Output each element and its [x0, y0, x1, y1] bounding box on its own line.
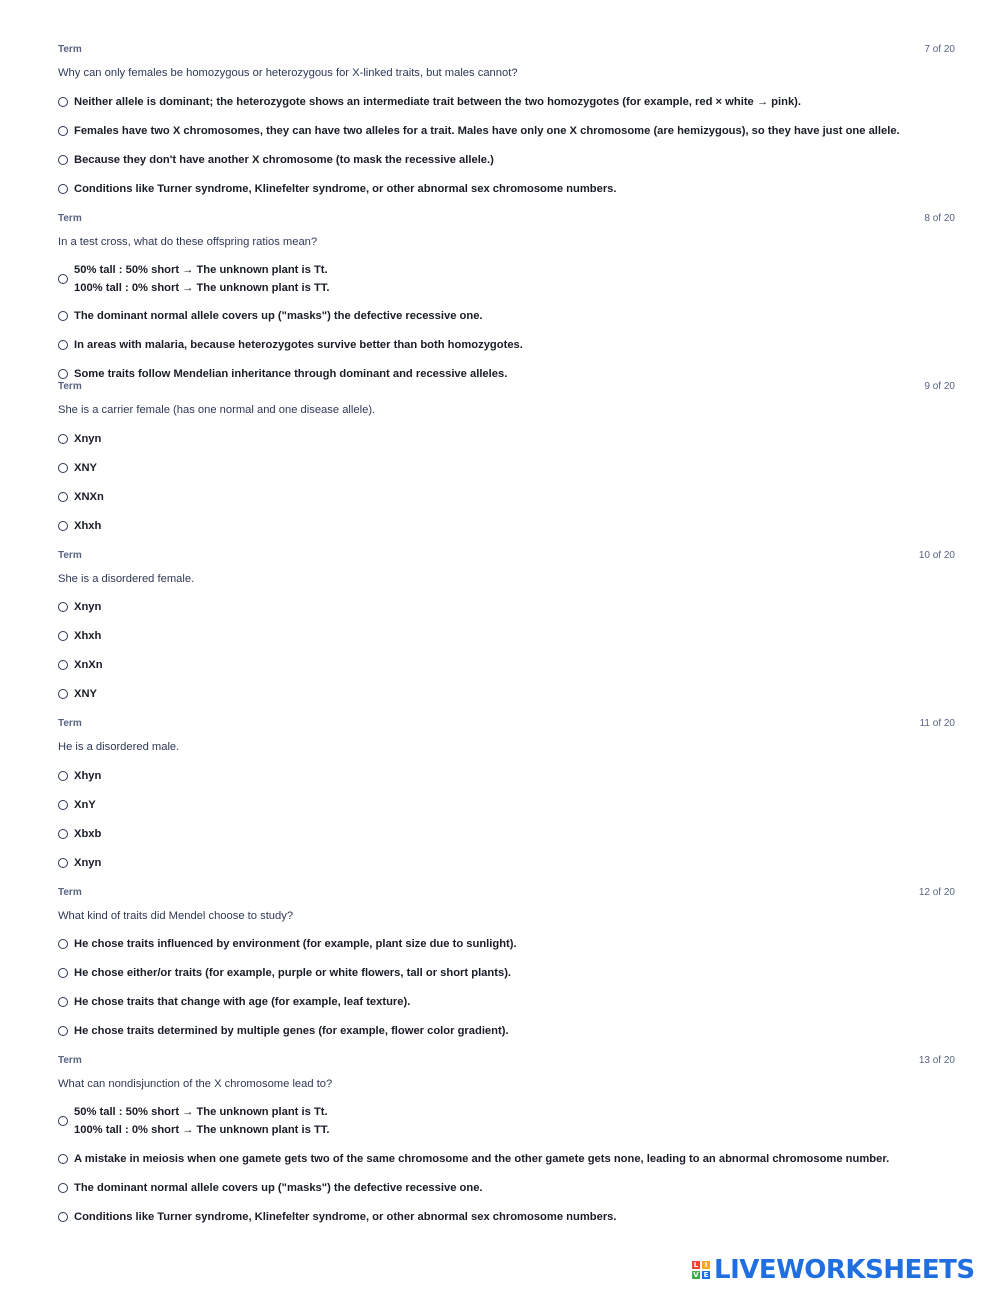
question-counter: 12 of 20: [918, 886, 955, 898]
radio-circle-icon[interactable]: [58, 1026, 68, 1036]
answer-option-line: Xbxb: [74, 827, 102, 840]
answer-option[interactable]: [58, 930, 955, 959]
answer-option-line: The dominant normal allele covers up ("masks") the defective recessive one.: [74, 1181, 483, 1194]
radio-circle-icon[interactable]: [58, 968, 68, 978]
term-label: Term: [58, 886, 82, 898]
answer-option-line: XNY: [74, 461, 98, 474]
radio-circle-icon[interactable]: [58, 997, 68, 1007]
answer-option-line: Xhxh: [74, 519, 102, 532]
answer-option[interactable]: [58, 256, 955, 302]
radio-circle-icon[interactable]: [58, 1154, 68, 1164]
question-counter: 10 of 20: [918, 549, 955, 561]
answer-options: [58, 593, 955, 709]
radio-circle-icon[interactable]: [58, 602, 68, 612]
answer-option-text: [74, 459, 97, 477]
answer-option[interactable]: [58, 331, 955, 360]
radio-circle-icon[interactable]: [58, 829, 68, 839]
radio-circle-icon[interactable]: [58, 97, 68, 107]
question-block: [58, 44, 955, 213]
radio-circle-icon[interactable]: [58, 274, 68, 284]
answer-options: [58, 256, 955, 389]
answer-option-line: Xhxh: [74, 630, 102, 642]
answer-option-text: [74, 1103, 329, 1139]
radio-circle-icon[interactable]: [58, 1212, 68, 1222]
answer-option-text: [74, 1208, 617, 1226]
question-counter: 13 of 20: [918, 1055, 955, 1066]
answer-option[interactable]: [58, 988, 955, 1017]
radio-circle-icon[interactable]: [58, 631, 68, 641]
question-prompt: What can nondisjunction of the X chromosome lead to?: [58, 1078, 333, 1090]
answer-option[interactable]: [58, 1098, 955, 1144]
question-block: [58, 1055, 955, 1224]
radio-circle-icon[interactable]: [58, 689, 68, 699]
answer-option[interactable]: [58, 424, 955, 453]
answer-options: [58, 930, 955, 1046]
logo-letter: L: [693, 1261, 699, 1269]
radio-circle-icon[interactable]: [58, 126, 68, 136]
answer-option-text: [74, 854, 101, 872]
answer-option-text: [74, 825, 101, 843]
answer-option-text: [74, 180, 617, 198]
answer-option-line: 100% tall : 0% short → The unknown plant is TT.: [74, 1124, 330, 1136]
question-prompt: She is a disordered female.: [58, 572, 195, 585]
answer-option-line: He chose either/or traits (for example, purple or white flowers, tall or short plants).: [74, 967, 512, 979]
radio-circle-icon[interactable]: [58, 660, 68, 670]
answer-option[interactable]: [58, 1144, 955, 1173]
answer-option[interactable]: [58, 819, 955, 848]
question-counter: 11 of 20: [919, 718, 955, 729]
answer-option-text: [74, 336, 523, 354]
answer-option-line: XnXn: [74, 659, 103, 671]
radio-circle-icon[interactable]: [58, 155, 68, 165]
answer-option[interactable]: [58, 482, 955, 511]
answer-option-text: [74, 964, 511, 982]
question-block: [58, 887, 955, 1056]
question-counter: 9 of 20: [924, 381, 955, 392]
answer-option[interactable]: [58, 593, 955, 622]
answer-option-text: [74, 685, 97, 703]
answer-option-text: [74, 307, 483, 325]
answer-option[interactable]: [58, 1202, 955, 1231]
question-block: [58, 213, 955, 382]
answer-option[interactable]: [58, 651, 955, 680]
question-prompt: He is a disordered male.: [58, 741, 180, 753]
answer-option-text: [74, 430, 101, 448]
answer-option-text: [74, 656, 103, 674]
answer-option-line: A mistake in meiosis when one gamete gets two of the same chromosome and the other gamete gets none, leading to an abnormal chromosome number.: [74, 1152, 890, 1165]
radio-circle-icon[interactable]: [58, 939, 68, 949]
answer-option[interactable]: [58, 622, 955, 651]
answer-option-text: [74, 1179, 483, 1197]
radio-circle-icon[interactable]: [58, 1116, 68, 1126]
answer-options: [58, 1098, 955, 1231]
answer-option-line: Conditions like Turner syndrome, Klinefelter syndrome, or other abnormal sex chromosome numbers.: [74, 1210, 617, 1223]
answer-option-line: Females have two X chromosomes, they can have two alleles for a trait. Males have only one X chromosome (are hemizygous), so they have just one allele.: [74, 124, 900, 137]
logo-letter: I: [702, 1261, 710, 1269]
question-block: [58, 381, 955, 550]
answer-option-line: He chose traits that change with age (for example, leaf texture).: [74, 996, 411, 1008]
answer-option-line: Xnyn: [74, 601, 102, 613]
answer-option-line: 100% tall : 0% short → The unknown plant is TT.: [74, 281, 330, 294]
term-label: Term: [58, 549, 82, 561]
question-prompt: What kind of traits did Mendel choose to study?: [58, 909, 294, 922]
radio-circle-icon[interactable]: [58, 521, 68, 531]
radio-circle-icon[interactable]: [58, 184, 68, 194]
radio-circle-icon[interactable]: [58, 369, 68, 379]
answer-option-line: Some traits follow Mendelian inheritance through dominant and recessive alleles.: [74, 368, 508, 380]
answer-option-text: [74, 935, 517, 953]
answer-option-text: [74, 767, 101, 785]
answer-option-text: [74, 993, 410, 1011]
answer-option-line: The dominant normal allele covers up ("masks") the defective recessive one.: [74, 310, 483, 322]
term-label: Term: [58, 1055, 82, 1066]
question-prompt: Why can only females be homozygous or heterozygous for X-linked traits, but males cannot?: [58, 67, 518, 79]
answer-options: [58, 761, 955, 877]
answer-options: [58, 87, 955, 203]
question-prompt: In a test cross, what do these offspring ratios mean?: [58, 235, 318, 248]
answer-option[interactable]: [58, 116, 955, 145]
question-counter: 7 of 20: [924, 44, 955, 55]
answer-option[interactable]: [58, 848, 955, 877]
logo-letter: V: [693, 1271, 699, 1279]
answer-option[interactable]: [58, 453, 955, 482]
radio-circle-icon[interactable]: [58, 858, 68, 868]
answer-option[interactable]: [58, 302, 955, 331]
term-label: Term: [58, 212, 82, 224]
answer-option-text: [74, 93, 801, 111]
term-label: Term: [58, 381, 82, 392]
liveworksheets-logo: [692, 1256, 990, 1284]
radio-circle-icon[interactable]: [58, 463, 68, 473]
answer-option-line: XnY: [74, 798, 96, 811]
answer-option[interactable]: [58, 145, 955, 174]
answer-option-line: XNXn: [74, 490, 104, 503]
radio-circle-icon[interactable]: [58, 800, 68, 810]
question-list: [58, 44, 955, 1224]
answer-option[interactable]: [58, 1017, 955, 1046]
answer-option[interactable]: [58, 87, 955, 116]
answer-option-text: [74, 598, 101, 616]
answer-option-line: Conditions like Turner syndrome, Klinefelter syndrome, or other abnormal sex chromosome numbers.: [74, 182, 617, 195]
answer-option-text: [74, 627, 101, 645]
radio-circle-icon[interactable]: [58, 1183, 68, 1193]
answer-option-text: [74, 151, 494, 169]
answer-option-text: [74, 796, 96, 814]
answer-option[interactable]: [58, 1173, 955, 1202]
answer-option-text: [74, 261, 329, 297]
logo-mark: [692, 1261, 710, 1279]
question-block: [58, 718, 955, 887]
radio-circle-icon[interactable]: [58, 771, 68, 781]
answer-option-text: [74, 1150, 889, 1168]
answer-option[interactable]: [58, 680, 955, 709]
term-label: Term: [58, 44, 82, 55]
term-label: Term: [58, 718, 82, 729]
answer-option[interactable]: [58, 959, 955, 988]
answer-option-line: He chose traits influenced by environment (for example, plant size due to sunlight).: [74, 938, 517, 950]
answer-option[interactable]: [58, 174, 955, 203]
answer-options: [58, 424, 955, 540]
answer-option-line: XNY: [74, 688, 98, 700]
radio-circle-icon[interactable]: [58, 340, 68, 350]
answer-option-line: Xnyn: [74, 856, 102, 869]
radio-circle-icon[interactable]: [58, 311, 68, 321]
answer-option-line: Xnyn: [74, 432, 102, 445]
answer-option-line: 50% tall : 50% short → The unknown plant is Tt.: [74, 1106, 328, 1118]
answer-option-line: Xhyn: [74, 769, 102, 782]
answer-option-line: Neither allele is dominant; the heterozygote shows an intermediate trait between the two homozygotes (for example, red × white → pink).: [74, 95, 802, 108]
answer-option[interactable]: [58, 761, 955, 790]
answer-option-line: Because they don't have another X chromosome (to mask the recessive allele.): [74, 153, 494, 166]
radio-circle-icon[interactable]: [58, 434, 68, 444]
answer-option-line: In areas with malaria, because heterozygotes survive better than both homozygotes.: [74, 339, 523, 351]
question-counter: 8 of 20: [924, 212, 955, 224]
answer-option-line: He chose traits determined by multiple genes (for example, flower color gradient).: [74, 1025, 509, 1037]
answer-option-text: [74, 517, 101, 535]
radio-circle-icon[interactable]: [58, 492, 68, 502]
question-block: [58, 550, 955, 719]
logo-letter: E: [703, 1271, 709, 1279]
answer-option-text: [74, 122, 900, 140]
answer-option[interactable]: [58, 790, 955, 819]
answer-option-line: 50% tall : 50% short → The unknown plant is Tt.: [74, 263, 328, 276]
answer-option-text: [74, 1022, 509, 1040]
question-prompt: She is a carrier female (has one normal and one disease allele).: [58, 404, 376, 416]
answer-option-text: [74, 488, 104, 506]
brand-name: LIVEWORKSHEETS: [714, 1255, 975, 1285]
answer-option[interactable]: [58, 511, 955, 540]
